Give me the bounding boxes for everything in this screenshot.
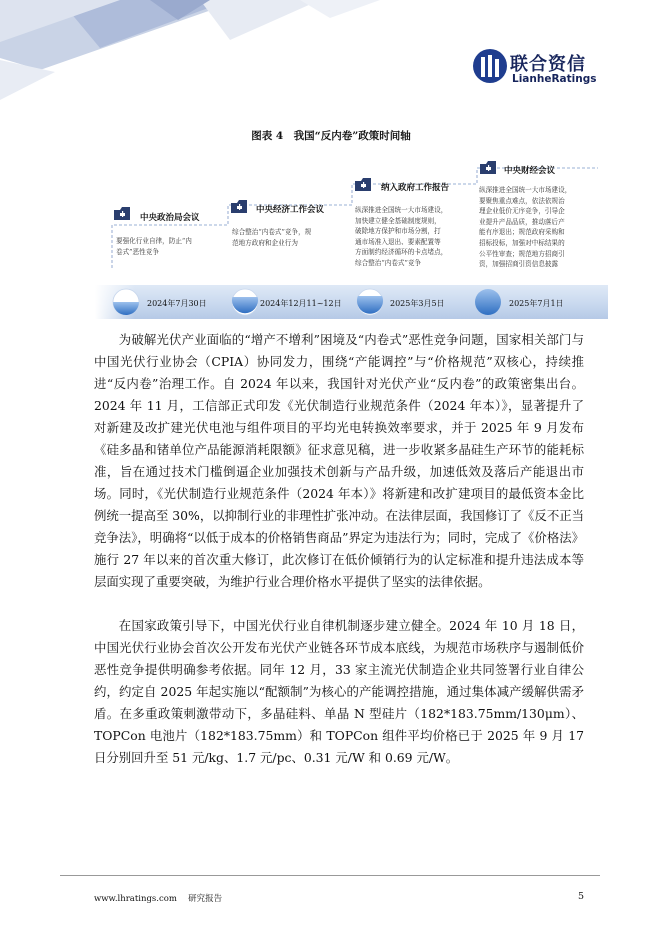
event-description-1: 要强化行业自律，防止“内 卷式”恶性竞争	[116, 237, 192, 256]
folder-icon	[231, 200, 247, 213]
logo-mark-icon	[472, 48, 508, 84]
event-title-2: 中央经济工作会议	[256, 205, 325, 215]
folder-icon	[114, 207, 130, 220]
event-date-3: 2025年3月5日	[390, 299, 445, 308]
folder-icon	[355, 178, 371, 191]
body-paragraph-1: 为破解光伏产业面临的“增产不增利”困境及“内卷式”恶性竞争问题，国家相关部门与中国光伏行业协会（CPIA）协同发力，围绕“产能调控”与“价格规范”双核心，持续推进“反内卷”治理工作。自 2024 年以来，我国针对光伏产业“反内卷”的政策密集出台。2024 年 11 月，工信部正式印发《光伏制造行业规范条件（2024 年本）》，显著提升了对新建及改扩建光伏电池与组件项目的平均光电转换效率要求，并于 2025 年 9 月发布《硅多晶和锗单位产品能源消耗限额》征求意见稿，进一步收紧多晶硅生产环节的能耗标准，旨在通过技术门槛倒逼企业加强技术创新与产品升级，加速低效及落后产能退出市场。同时，《光伏制造行业规范条件（2024 年本）》将新建和改扩建项目的最低资本金比例统一提高至 30%，以抑制行业的非理性扩张冲动。在法律层面，我国修订了《反不正当竞争法》，明确将“以低于成本的价格销售商品”界定为违法行为；同时，完成了《价格法》施行 27 年以来的首次重大修订，此次修订在低价倾销行为的认定标准和提升违法成本等层面实现了重要突破，为维护行业合理价格水平提供了坚实的法律依据。	[94, 332, 584, 589]
logo-text-cn: 联合资信	[510, 54, 586, 75]
event-description-2: 综合整治“内卷式”竞争，规 范地方政府和企业行为	[232, 228, 312, 247]
body-paragraph-2: 在国家政策引导下，中国光伏行业自律机制逐步建立健全。2024 年 10 月 18 日，中国光伏行业协会首次公开发布光伏产业链各环节成本底线，为规范市场秩序与遏制低价恶性竞争提供明确参考依据。同年 12 月，33 家主流光伏制造企业共同签署行业自律公约，约定自 2025 年起实施以“配额制”为核心的产能调控措施，通过集体减产缓解供需矛盾。在多重政策刺激带动下，多晶硅料、单晶 N 型硅片（182*183.75mm/130μm）、TOPCon 电池片（182*183.75mm）和 TOPCon 组件平均价格已于 2025 年 9 月 17 日分别回升至 51 元/kg、1.7 元/pc、0.31 元/W 和 0.69 元/W。	[94, 618, 584, 765]
timeline-marker-1	[113, 289, 139, 315]
event-title-4: 中央财经会议	[504, 166, 556, 176]
company-logo	[472, 48, 622, 88]
event-description-3: 纵深推进全国统一大市场建设， 加快建立健全基础制度规则， 破除地方保护和市场分割，打 通市场准入退出、要素配置等 方面制约经济循环的卡点堵点， 综合整治“内卷式”竞争	[355, 206, 448, 267]
event-title-1: 中央政治局会议	[140, 213, 200, 223]
footer-divider	[60, 875, 600, 876]
event-date-2: 2024年12月11~12日	[260, 299, 342, 308]
event-date-4: 2025年7月1日	[509, 299, 564, 308]
footer-site-and-type: www.lhratings.com 研究报告	[94, 894, 223, 904]
folder-icon	[480, 161, 496, 174]
logo-text-en: LianheRatings	[512, 73, 597, 85]
event-title-3: 纳入政府工作报告	[381, 183, 450, 193]
event-description-4: 纵深推进全国统一大市场建设， 要聚焦重点难点，依法依规治 理企业低价无序竞争，引导企 业提升产品品质，推动落后产 能有序退出；规范政府采购和 招标投标，加强对中标结果的 公平性审查；规范地方招商引 资，加强招商引资信息披露	[479, 186, 572, 269]
event-date-1: 2024年7月30日	[147, 299, 207, 308]
timeline-marker-4	[475, 289, 501, 315]
page-number: 5	[578, 891, 585, 902]
timeline-marker-2	[232, 289, 258, 315]
timeline-marker-3	[357, 289, 383, 315]
figure-title: 图表 4 我国“反内卷”政策时间轴	[251, 130, 411, 142]
